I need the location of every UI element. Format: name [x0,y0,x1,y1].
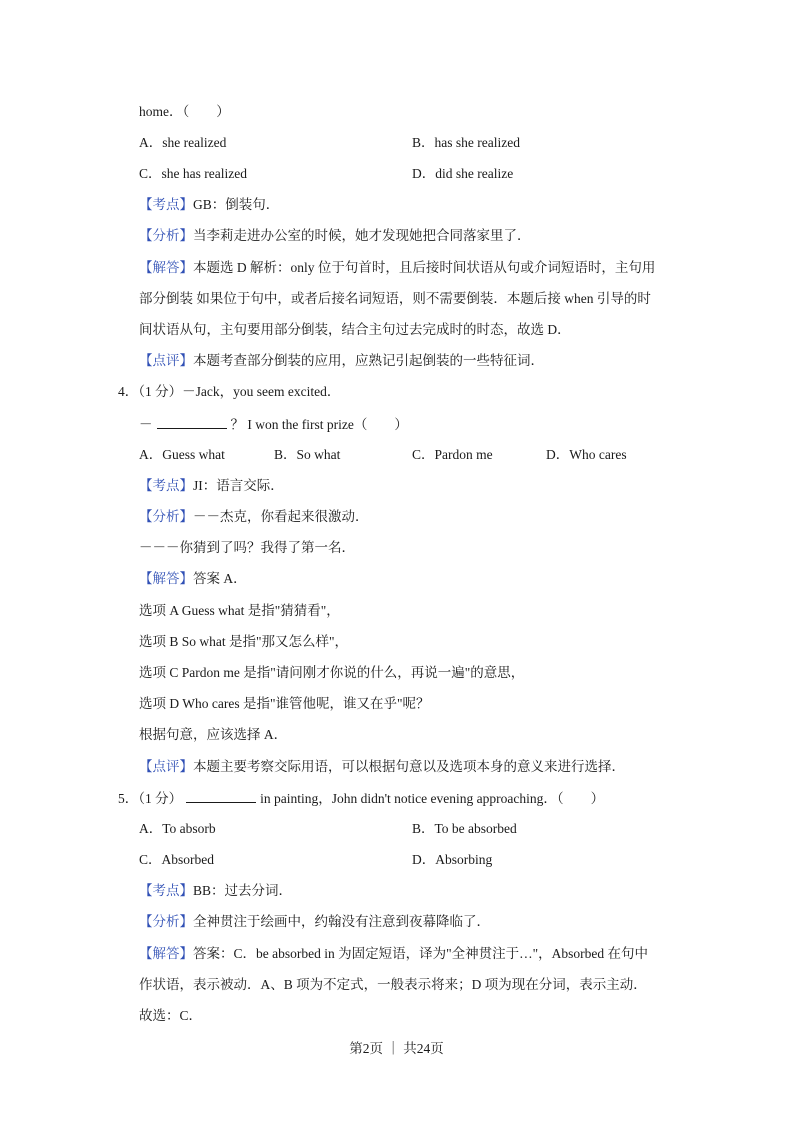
q5-jieda [139,945,648,963]
q5-stem-rest: in painting，John didn't notice evening approaching．（ ） [260,791,605,806]
kaodian-tag: 【考点】 [139,478,193,493]
jieda-tag: 【解答】 [139,260,193,275]
q5-option-a: A．To absorb [139,821,216,836]
q5-option-c: C．Absorbed [139,852,214,867]
q5-option-d: D．Absorbing [412,852,493,867]
q5-option-b: B．To be absorbed [412,821,517,836]
q4-explain-d: 选项 D Who cares 是指"谁管他呢，谁又在乎"呢？ [139,696,430,711]
q4-dash: － [139,417,153,432]
q3-kaodian [139,196,279,214]
q5-kaodian [139,882,292,900]
q4-fenxi-line2: －－－你猜到了吗？我得了第一名． [139,540,355,555]
fenxi-text: －－杰克，你看起来很激动． [193,509,369,524]
answer-blank [157,415,227,429]
q5-number: 5．（1 分） [118,791,183,806]
page-footer: 第2页 ｜ 共24页 [349,1041,444,1056]
jieda-tag: 【解答】 [139,946,193,961]
q4-stem-line2 [139,415,408,434]
dianping-tag: 【点评】 [139,353,193,368]
q3-dianping [139,352,544,370]
q4-option-b: B．So what [274,447,341,462]
kaodian-tag: 【考点】 [139,883,193,898]
fenxi-tag: 【分析】 [139,228,193,243]
kaodian-text: BB：过去分词． [193,883,293,898]
q5-jieda-line2: 作状语，表示被动．A、B 项为不定式，一般表示将来；D 项为现在分词，表示主动． [139,977,647,992]
q4-option-d: D．Who cares [546,447,627,462]
q3-jieda-line3: 间状语从句，主句要用部分倒装，结合主句过去完成时的时态，故选 D． [139,322,571,337]
q5-jieda-line3: 故选：C． [139,1008,203,1023]
dianping-text: 本题考查部分倒装的应用，应熟记引起倒装的一些特征词． [193,353,544,368]
fenxi-tag: 【分析】 [139,509,193,524]
q4-stem: 4．（1 分）－Jack，you seem excited． [118,384,341,399]
kaodian-tag: 【考点】 [139,197,193,212]
dianping-text: 本题主要考察交际用语，可以根据句意以及选项本身的意义来进行选择． [193,759,625,774]
q4-dianping [139,758,625,776]
q4-explain-a: 选项 A Guess what 是指"猜猜看"， [139,603,340,618]
dianping-tag: 【点评】 [139,759,193,774]
q4-fenxi [139,508,369,526]
jieda-text: 本题选 D 解析：only 位于句首时，且后接时间状语从句或介词短语时，主句用 [193,260,656,275]
fenxi-tag: 【分析】 [139,914,193,929]
q3-option-d: D．did she realize [412,166,514,181]
q5-stem [118,789,604,808]
q3-fenxi [139,227,531,245]
q4-jieda [139,570,247,588]
q3-option-c: C．she has realized [139,166,247,181]
jieda-tag: 【解答】 [139,571,193,586]
kaodian-text: GB：倒装句． [193,197,280,212]
q4-kaodian [139,477,284,495]
fenxi-text: 全神贯注于绘画中，约翰没有注意到夜幕降临了． [193,914,490,929]
q3-jieda-line2: 部分倒装 如果位于句中，或者后接名词短语，则不需要倒装．本题后接 when 引导的时 [139,291,651,306]
jieda-text: 答案：C．be absorbed in 为固定短语，译为"全神贯注于…"，Absorbed 在句中 [193,946,648,961]
q3-option-b: B．has she realized [412,135,520,150]
q3-jieda [139,259,655,277]
fenxi-text: 当李莉走进办公室的时候，她才发现她把合同落家里了． [193,228,531,243]
q3-stem-tail: home．（ ） [139,104,230,119]
q4-option-c: C．Pardon me [412,447,493,462]
q5-fenxi [139,913,490,931]
q3-option-a: A．she realized [139,135,227,150]
answer-blank [186,789,256,803]
jieda-text: 答案 A． [193,571,247,586]
q4-explain-b: 选项 B So what 是指"那又怎么样"， [139,634,349,649]
kaodian-text: JI：语言交际． [193,478,284,493]
q4-option-a: A．Guess what [139,447,225,462]
q4-stem-rest: ？ I won the first prize（ ） [230,417,408,432]
q4-explain-c: 选项 C Pardon me 是指"请问刚才你说的什么，再说一遍"的意思， [139,665,525,680]
q4-conclusion: 根据句意，应该选择 A． [139,727,288,742]
